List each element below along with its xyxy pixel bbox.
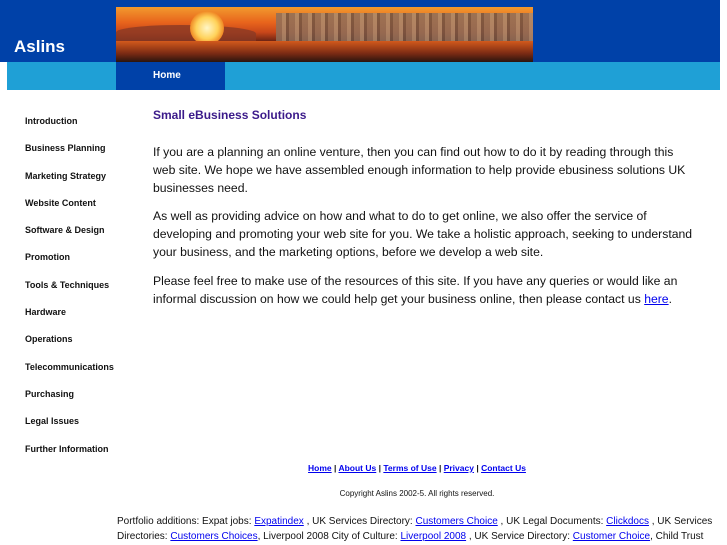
portfolio-link-liverpool-2008[interactable]: Liverpool 2008	[400, 531, 467, 542]
portfolio-text: , UK Services Directory:	[303, 516, 416, 527]
contact-text: Please feel free to make use of the resources of this site. If you have any queries or would like an informal discussion on how we could help get your business online, then please contact us	[153, 274, 678, 306]
nav-home-tab[interactable]: Home	[116, 62, 225, 90]
footer-separator: |	[376, 463, 384, 473]
portfolio-additions	[117, 514, 722, 544]
sidebar-item-marketing-strategy[interactable]: Marketing Strategy	[25, 170, 107, 181]
sidebar-item-promotion[interactable]: Promotion	[25, 252, 70, 263]
contact-period: .	[668, 292, 672, 306]
footer-link-about-us[interactable]: About Us	[338, 463, 377, 473]
portfolio-text: Portfolio additions: Expat jobs:	[117, 516, 255, 527]
footer-link-terms[interactable]: Terms of Use	[383, 463, 437, 473]
sidebar-item-legal-issues[interactable]: Legal Issues	[25, 416, 80, 427]
footer-separator: |	[436, 463, 444, 473]
header	[0, 0, 720, 62]
footer-link-home[interactable]: Home	[308, 463, 332, 473]
portfolio-link-customers-choices[interactable]: Customers Choices	[170, 531, 258, 542]
sidebar-item-operations[interactable]: Operations	[25, 334, 73, 345]
footer-links	[0, 463, 727, 473]
footer-separator: |	[331, 463, 339, 473]
footer-separator: |	[473, 463, 482, 473]
sidebar-item-further-information[interactable]: Further Information	[25, 443, 109, 454]
sidebar-item-software-design[interactable]: Software & Design	[25, 225, 105, 236]
contact-here-link[interactable]: here	[644, 292, 669, 306]
services-paragraph: As well as providing advice on how and what to do to get online, we also offer the service of developing and promoting your web site for you. We take a holistic approach, seeking to understand your business, and the marketing options, before we develop a web site.	[153, 209, 693, 259]
contact-paragraph	[153, 272, 693, 308]
portfolio-text: , Liverpool 2008 City of Culture:	[257, 531, 401, 542]
page-title: Small eBusiness Solutions	[153, 108, 307, 122]
footer-link-contact-us[interactable]: Contact Us	[481, 463, 526, 473]
copyright: Copyright Aslins 2002-5. All rights reserved.	[339, 489, 495, 498]
sidebar	[25, 111, 114, 466]
sidebar-item-introduction[interactable]: Introduction	[25, 116, 78, 126]
portfolio-text: , UK Legal Documents:	[497, 516, 607, 527]
portfolio-link-expatindex[interactable]: Expatindex	[254, 516, 304, 527]
portfolio-text: , UK Services Directories:	[117, 516, 713, 542]
portfolio-text: , Child Trust	[650, 531, 704, 542]
sidebar-item-purchasing[interactable]: Purchasing	[25, 388, 75, 399]
nav-bar	[7, 62, 720, 90]
sidebar-item-business-planning[interactable]: Business Planning	[25, 143, 106, 154]
sidebar-item-tools-techniques[interactable]: Tools & Techniques	[25, 279, 110, 290]
banner-image	[116, 7, 533, 62]
intro-paragraph: If you are a planning an online venture, then you can find out how to do it by reading through this web site. We hope we have assembled enough information to help provide ebusiness solutions UK businesses need.	[153, 145, 686, 195]
site-logo[interactable]: Aslins	[14, 37, 66, 56]
portfolio-link-clickdocs[interactable]: Clickdocs	[606, 516, 649, 527]
portfolio-link-customer-choice[interactable]: Customer Choice	[572, 531, 651, 542]
sidebar-item-telecommunications[interactable]: Telecommunications	[25, 361, 114, 372]
sidebar-item-website-content[interactable]: Website Content	[25, 197, 96, 208]
footer-link-privacy[interactable]: Privacy	[443, 463, 474, 473]
portfolio-link-customers-choice[interactable]: Customers Choice	[415, 516, 498, 527]
portfolio-text: , UK Service Directory:	[466, 531, 573, 542]
sidebar-item-hardware[interactable]: Hardware	[25, 307, 67, 318]
